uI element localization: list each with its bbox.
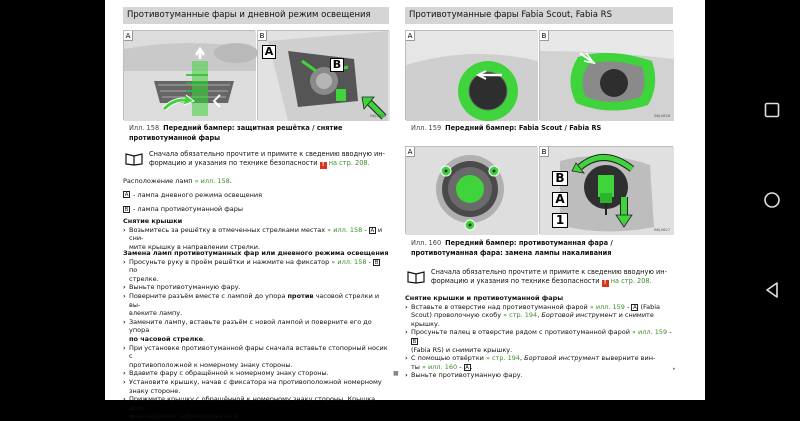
rs-fog-lamp-illustration: [540, 31, 674, 121]
comma: ,: [520, 354, 525, 363]
step-2: › Выньте противотуманную фару.: [123, 283, 389, 292]
home-button[interactable]: [762, 190, 782, 210]
step-text: Вставьте в отверстие над противотуманной фарой: [411, 302, 588, 311]
right-column: [405, 0, 676, 400]
system-navigation-bar: [740, 0, 800, 400]
step-4-cont: [123, 335, 389, 344]
step-4: › Замените лампу, вставьте разъём с новой лампой и поверните его до упора: [123, 318, 389, 335]
note-line-1: Сначала обязательно прочтите и примите к сведению вводную ин-: [149, 150, 385, 158]
bold-word: против: [287, 291, 314, 300]
note-text: формацию и указания по технике безопасности: [431, 277, 600, 285]
figure-159-b: [539, 30, 673, 120]
key-b: B: [374, 259, 379, 266]
step-text: С помощью отвёртки: [411, 354, 484, 363]
illustration-number: Илл. 160: [411, 239, 442, 247]
square-icon: [764, 102, 780, 118]
panel-label-b: B: [258, 31, 267, 41]
step-7-cont: знаку стороне.: [129, 386, 181, 395]
note-line-1: Сначала обязательно прочтите и примите к сведению вводную ин-: [431, 268, 667, 276]
step-r2: [405, 328, 673, 345]
legend-text-b: - лампа противотуманной фары: [133, 205, 244, 214]
step-text-cont: (Fabia: [638, 302, 661, 311]
warning-icon: !: [320, 162, 327, 169]
illustration-link[interactable]: » илл. 158: [194, 177, 230, 185]
page-link[interactable]: на стр. 208.: [328, 159, 370, 167]
step-text: ты: [411, 362, 420, 371]
step-r1-cont: [405, 311, 673, 320]
note-text: формацию и указания по технике безопасности: [149, 159, 318, 167]
caption-text: Передний бампер: противотуманная фара / противотуманная фара: замена лампы накаливания: [411, 239, 613, 257]
step-r3: [405, 354, 673, 363]
step-r1-cont-2: крышку.: [411, 319, 440, 328]
continue-arrow-icon: ▸: [673, 366, 676, 372]
left-column: [123, 0, 399, 421]
marker-1: 1: [552, 213, 568, 228]
section-header-fog-drl: Противотуманные фары и дневной режим освещения: [123, 7, 389, 24]
location-period: .: [229, 177, 232, 185]
step-7: › Установите крышку, начав с фиксатора на противоположной номерному: [123, 378, 389, 387]
marker-b: B: [552, 171, 568, 186]
replacement-title: Замена ламп противотуманных фар или дневного режима освещения: [123, 249, 389, 257]
caption-text: Передний бампер: защитная решётка / снятие противотуманной фары: [129, 124, 343, 142]
legend-key-b: B: [124, 206, 129, 213]
legend-a: [123, 191, 389, 200]
step-3-cont: влеките лампу.: [129, 309, 183, 318]
removal-title: Снятие крышки: [123, 217, 183, 225]
figure-160-b: [539, 146, 673, 234]
step-1: [123, 258, 389, 275]
figure-code: B6J-0626: [654, 114, 670, 118]
illustration-link[interactable]: » илл. 160: [422, 362, 458, 371]
key-a: A: [465, 364, 469, 371]
sep: -: [457, 362, 464, 371]
fog-lamp-removal-illustration: [258, 31, 390, 121]
marker-a: A: [262, 45, 276, 59]
section-header-scout-rs: Противотуманные фары Fabia Scout, Fabia RS: [405, 7, 673, 24]
removal-step-cont: мите крышку в направлении стрелки.: [129, 242, 261, 251]
step-5-cont: противоположной к номерному знаку стороны.: [129, 360, 293, 369]
figure-159-a: [405, 30, 537, 120]
sep: -: [362, 225, 369, 234]
sep: -: [624, 302, 632, 311]
safety-note: [405, 268, 673, 287]
figure-code: B6J-0627: [654, 228, 670, 232]
book-icon: [407, 269, 425, 283]
lamp-location: [123, 177, 389, 214]
figure-158-caption: [129, 124, 387, 143]
step-text: Scout) проволочную скобу: [411, 311, 502, 320]
page-link[interactable]: » стр. 194: [485, 354, 521, 363]
legend-key-a: A: [124, 192, 129, 199]
step-r3-cont: [405, 363, 673, 372]
legend-b: [123, 205, 389, 214]
figure-code: B6J-0625: [370, 114, 386, 118]
step-text-cont: выверните вин-: [599, 354, 656, 363]
page-link[interactable]: » стр. 194: [503, 311, 538, 320]
period: .: [203, 334, 206, 343]
cover-removal-title: Снятие крышки и противотуманной фары: [405, 294, 564, 302]
removal-section: [123, 217, 389, 251]
circle-icon: [763, 191, 781, 209]
book-icon: [125, 151, 143, 165]
legend-text-a: - лампа дневного режима освещения: [133, 190, 263, 199]
replacement-section: [123, 249, 389, 421]
step-r1: [405, 303, 673, 312]
note-line-2: [149, 159, 389, 169]
location-text: Расположение ламп: [123, 177, 193, 185]
marker-a: A: [552, 192, 568, 207]
illustration-link[interactable]: » илл. 158: [327, 225, 363, 234]
bold-phrase: по часовой стрелке: [129, 334, 204, 343]
step-text-cont: и сни-: [129, 225, 383, 243]
period: .: [470, 362, 473, 371]
figure-159-caption: [411, 124, 671, 134]
marker-b: B: [330, 58, 344, 72]
figure-160-a: [405, 146, 537, 234]
step-text: Возьмитесь за решётку в отмеченных стрелками местах: [129, 225, 326, 234]
key-a: A: [370, 227, 375, 234]
step-1-cont: стрелке.: [129, 274, 159, 283]
panel-label-b: B: [540, 147, 549, 157]
step-6: › Вдавите фару с обращённой к номерному знаку стороны.: [123, 369, 389, 378]
illustration-link[interactable]: » илл. 159: [632, 328, 668, 337]
tool-reference: Бортовой инструмент: [541, 311, 617, 320]
safety-note: [123, 150, 389, 169]
page-link[interactable]: на стр. 208.: [610, 277, 652, 285]
step-r4: › Выньте противотуманную фару.: [405, 371, 673, 380]
figure-158-b: [257, 30, 389, 120]
bumper-grille-illustration: [124, 31, 256, 121]
comma: ,: [537, 311, 542, 320]
key-b: B: [412, 338, 417, 345]
panel-label-a: A: [124, 31, 133, 41]
note-line-2: [431, 277, 673, 287]
illustration-link[interactable]: » илл. 159: [589, 302, 625, 311]
sep: -: [667, 328, 672, 337]
step-text: Просуньте руку в проём решётки и нажмите на фиксатор: [129, 257, 330, 266]
removal-step: [123, 226, 389, 243]
step-text-cont: и снимите: [616, 311, 654, 320]
step-text-cont: по: [129, 266, 138, 275]
step-r2-cont: (Fabia RS) и снимите крышку.: [411, 345, 513, 354]
warning-icon: !: [602, 280, 609, 287]
back-triangle-icon: [764, 281, 780, 299]
illustration-link[interactable]: » илл. 158: [331, 257, 367, 266]
back-button[interactable]: [762, 280, 782, 300]
step-text: Просуньте палец в отверстие рядом с противотуманной фарой: [411, 328, 630, 337]
figure-160-caption: [411, 239, 673, 258]
manual-page: [105, 0, 705, 421]
caption-text: Передний бампер: Fabia Scout / Fabia RS: [445, 124, 602, 132]
panel-label-a: A: [406, 31, 415, 41]
recent-apps-button[interactable]: [762, 100, 782, 120]
step-text: Поверните разъём вместе с лампой до упора: [129, 291, 286, 300]
step-8-cont: жна надёжно зафиксироваться.: [129, 412, 241, 421]
step-text-cont: часовой стрелки и вы-: [129, 291, 380, 309]
illustration-number: Илл. 158: [129, 124, 160, 132]
key-a: A: [633, 304, 637, 311]
step-3: [123, 292, 389, 309]
figure-158-a: [123, 30, 255, 120]
fog-lamp-screws-illustration: [406, 147, 538, 235]
step-5: › При установке противотуманной фары сначала вставьте стопорный носик с: [123, 344, 389, 361]
cover-removal-section: [405, 294, 673, 380]
panel-label-a: A: [406, 147, 415, 157]
panel-label-b: B: [540, 31, 549, 41]
scout-fog-lamp-illustration: [406, 31, 538, 121]
sep: -: [366, 257, 373, 266]
step-8: › Прижмите крышку с обращённой к номерному знаку стороны. Крышка дол-: [123, 395, 389, 412]
page-marker: ■: [393, 370, 399, 377]
illustration-number: Илл. 159: [411, 124, 442, 132]
tool-reference: Бортовой инструмент: [524, 354, 600, 363]
